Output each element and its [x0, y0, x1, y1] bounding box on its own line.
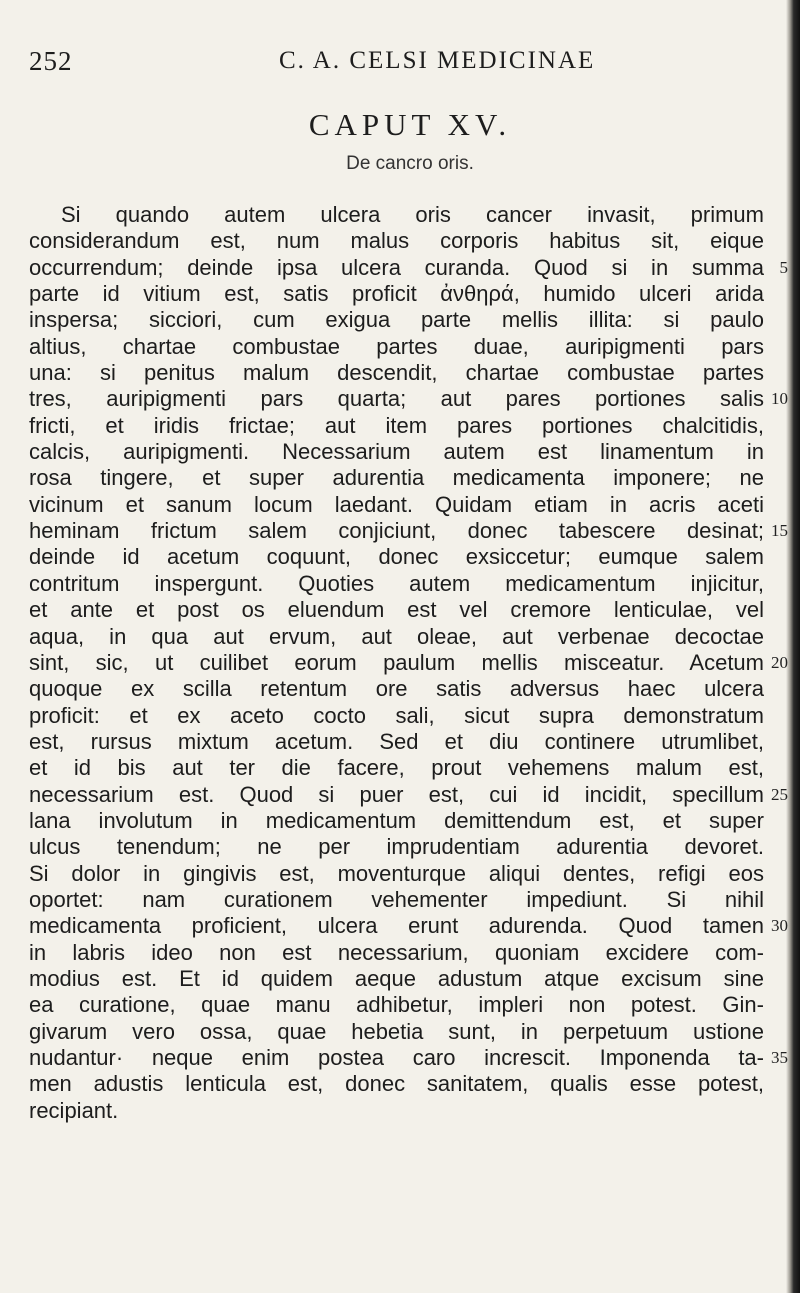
line-text: Si dolor in gingivis est, moventurque aliqui dentes, refigi eos	[29, 860, 764, 886]
line-text: necessarium est. Quod si puer est, cui id incidit, specillum	[29, 781, 764, 807]
line-number: 10	[771, 389, 788, 409]
line-number: 20	[771, 652, 788, 672]
text-line	[29, 360, 764, 386]
text-line	[29, 492, 764, 518]
line-text: nudantur· neque enim postea caro increscit. Imponenda ta-	[29, 1045, 764, 1070]
line-number: 15	[771, 521, 788, 541]
line-text: et id bis aut ter die facere, prout vehemens malum est,	[29, 755, 764, 781]
text-line	[29, 413, 764, 439]
body-text	[29, 202, 789, 1124]
line-text: et ante et post os eluendum est vel cremore lenticulae, vel	[29, 597, 764, 623]
text-line	[29, 307, 764, 333]
line-text: proficit: et ex aceto cocto sali, sicut supra demonstratum	[29, 702, 764, 728]
text-line	[29, 1019, 764, 1045]
line-text: in labris ideo non est necessarium, quoniam excidere com-	[29, 939, 764, 965]
text-line	[29, 755, 764, 781]
page-header	[0, 44, 790, 78]
text-line	[29, 992, 764, 1018]
line-text: recipiant.	[29, 1097, 119, 1123]
line-text: modius est. Et id quidem aeque adustum atque excisum sine	[29, 965, 764, 991]
text-line	[29, 518, 788, 544]
line-text: Si quando autem ulcera oris cancer invasit, primum	[61, 202, 764, 227]
line-text: inspersa; sicciori, cum exigua parte mellis illita: si paulo	[29, 307, 764, 333]
line-text: ea curatione, quae manu adhibetur, impleri non potest. Gin-	[29, 992, 764, 1018]
line-text: parte id vitium est, satis proficit ἀνθηρά, humido ulceri arida	[29, 281, 764, 307]
text-line	[29, 465, 764, 491]
running-head: C. A. CELSI MEDICINAE	[279, 47, 596, 74]
line-text: rosa tingere, et super adurentia medicamenta imponere; ne	[29, 465, 764, 491]
line-text: fricti, et iridis frictae; aut item pares portiones chalcitidis,	[29, 412, 764, 438]
text-line	[29, 281, 764, 307]
line-text: considerandum est, num malus corporis habitus sit, eique	[29, 228, 764, 254]
text-line	[29, 254, 788, 281]
line-text: heminam frictum salem conjiciunt, donec tabescere desinat;	[29, 518, 764, 544]
text-line	[29, 1045, 788, 1071]
line-text: lana involutum in medicamentum demittendum est, et super	[29, 807, 764, 833]
line-text: vicinum et sanum locum laedant. Quidam etiam in acris aceti	[29, 491, 764, 517]
line-number: 30	[771, 916, 788, 936]
text-line	[29, 808, 764, 834]
text-line	[29, 966, 764, 992]
line-number: 35	[771, 1048, 788, 1067]
line-text: calcis, auripigmenti. Necessarium autem est linamentum in	[29, 439, 764, 465]
text-line	[29, 1098, 764, 1124]
text-line	[29, 887, 764, 913]
line-text: ulcus tenendum; ne per imprudentiam adurentia devoret.	[29, 834, 764, 860]
text-line	[29, 1071, 764, 1097]
line-text: occurrendum; deinde ipsa ulcera curanda. Quod si in summa	[29, 254, 764, 280]
line-text: tres, auripigmenti pars quarta; aut pares portiones salis	[29, 386, 764, 412]
line-text: men adustis lenticula est, donec sanitatem, qualis esse potest,	[29, 1071, 764, 1097]
text-line	[29, 571, 764, 597]
chapter-subtitle: De cancro oris.	[346, 153, 474, 174]
text-line	[29, 624, 764, 650]
text-line	[29, 439, 764, 465]
text-line	[29, 228, 764, 254]
line-text: givarum vero ossa, quae hebetia sunt, in perpetuum ustione	[29, 1018, 764, 1044]
line-text: una: si penitus malum descendit, chartae combustae partes	[29, 360, 764, 386]
line-number: 25	[771, 784, 788, 804]
line-text: oportet: nam curationem vehementer impediunt. Si nihil	[29, 886, 764, 912]
text-line	[29, 913, 788, 939]
text-line	[29, 861, 764, 887]
text-line	[29, 940, 764, 966]
line-text: aqua, in qua aut ervum, aut oleae, aut verbenae decoctae	[29, 623, 764, 649]
text-line	[29, 834, 764, 860]
text-line	[29, 676, 764, 702]
line-text: deinde id acetum coquunt, donec exsiccetur; eumque salem	[29, 544, 764, 570]
page-number: 252	[29, 46, 73, 76]
text-line	[29, 781, 788, 808]
text-line	[29, 334, 764, 360]
line-text: medicamenta proficient, ulcera erunt adurenda. Quod tamen	[29, 913, 764, 939]
text-line	[29, 597, 764, 623]
text-line	[29, 202, 764, 228]
chapter-title: CAPUT XV.	[308, 107, 512, 142]
text-line	[29, 386, 788, 412]
text-line	[29, 703, 764, 729]
text-line	[29, 729, 764, 755]
line-text: quoque ex scilla retentum ore satis adversus haec ulcera	[29, 676, 764, 702]
text-line	[29, 544, 764, 570]
line-text: est, rursus mixtum acetum. Sed et diu continere utrumlibet,	[29, 728, 764, 754]
text-line	[29, 649, 788, 676]
line-text: contritum inspergunt. Quoties autem medicamentum injicitur,	[29, 570, 764, 596]
line-number: 5	[779, 257, 788, 277]
line-text: sint, sic, ut cuilibet eorum paulum mellis misceatur. Acetum	[29, 649, 764, 675]
line-text: altius, chartae combustae partes duae, auripigmenti pars	[29, 333, 764, 359]
